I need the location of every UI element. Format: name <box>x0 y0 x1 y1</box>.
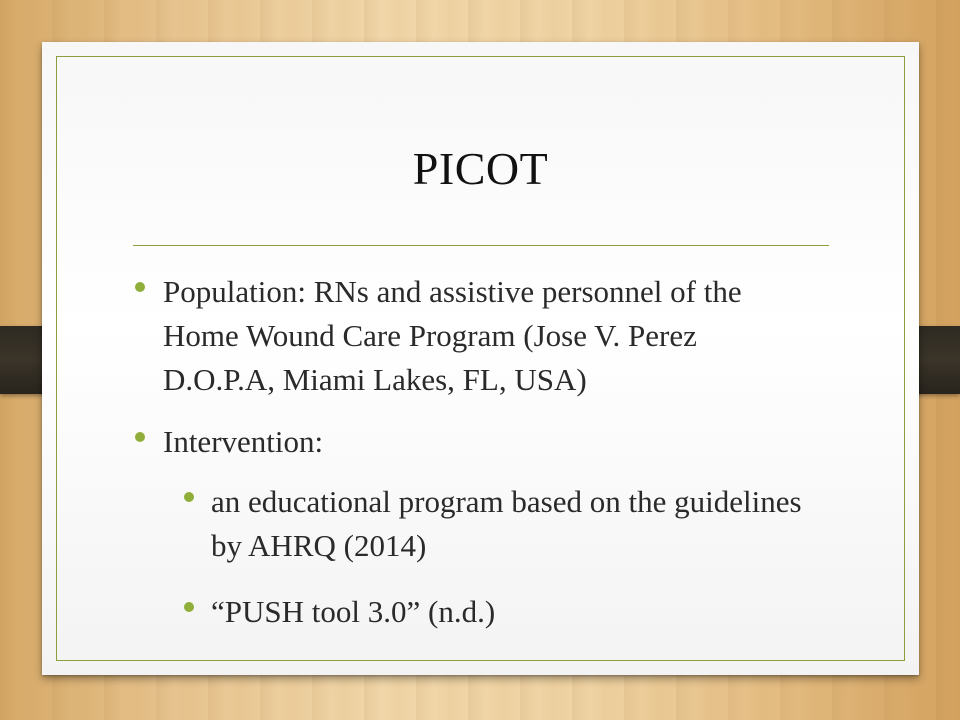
bullet-population: Population: RNs and assistive personnel of the Home Wound Care Program (Jose V. Perez D.O.P.A, Miami Lakes, FL, USA) <box>163 274 742 397</box>
bullet-dot-icon <box>135 432 145 442</box>
bullet-intervention: Intervention: <box>163 424 324 459</box>
title-divider <box>133 245 829 246</box>
slide-title: PICOT <box>412 143 549 194</box>
slide-card <box>42 42 919 675</box>
sub-bullet-educational-program: an educational program based on the guidelines by AHRQ (2014) <box>211 484 802 563</box>
sub-bullet-dot-icon <box>184 602 194 612</box>
sub-bullet-push-tool: “PUSH tool 3.0” (n.d.) <box>211 594 496 629</box>
sub-bullet-dot-icon <box>184 492 194 502</box>
bullet-dot-icon <box>135 282 145 292</box>
